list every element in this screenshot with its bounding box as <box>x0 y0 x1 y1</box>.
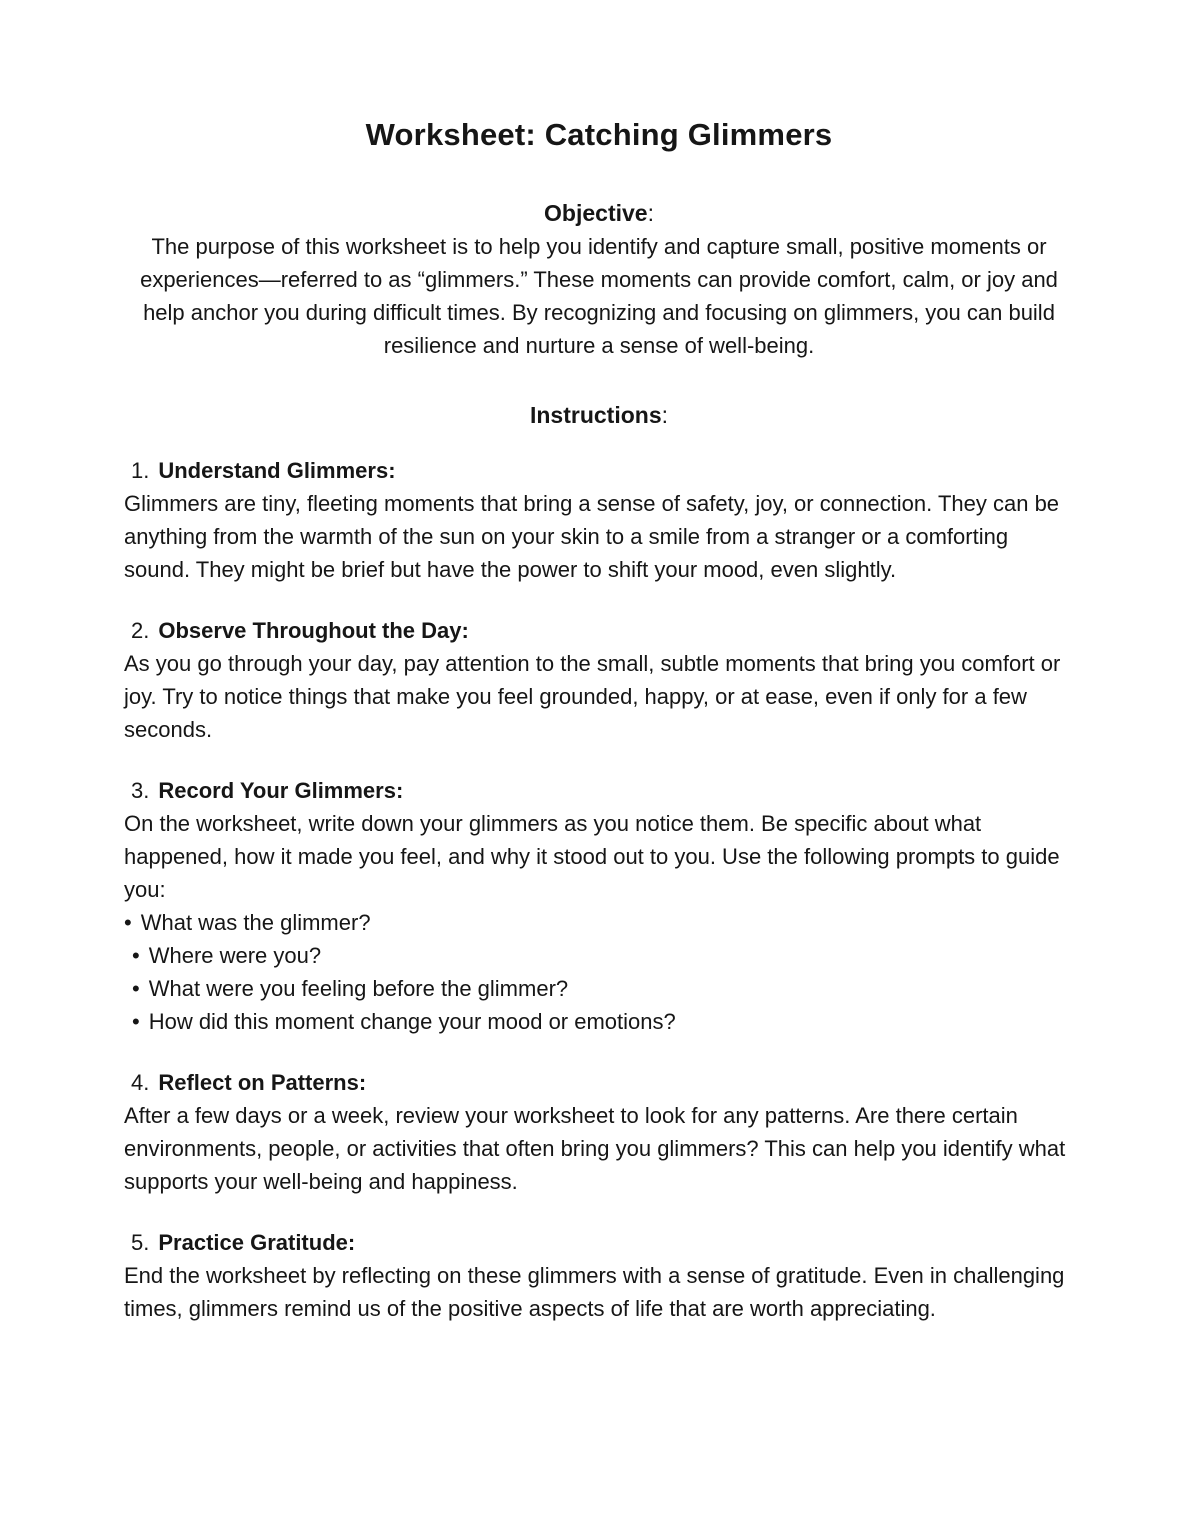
instructions-heading <box>124 398 1074 432</box>
instructions-heading-colon: : <box>661 402 668 428</box>
objective-paragraph: The purpose of this worksheet is to help you identify and capture small, positive moments or experiences—referred to as “glimmers.” These moments can provide comfort, calm, or joy and help anchor you during difficult times. By recognizing and focusing on glimmers, you can build resilience and nurture a sense of well-being. <box>140 234 1058 358</box>
bullet-icon: • <box>124 910 132 935</box>
instruction-item-3 <box>124 774 1074 1038</box>
prompt-item-1 <box>124 906 1074 939</box>
instruction-item-2-heading <box>124 614 1074 647</box>
instruction-item-5-number: 5. <box>131 1230 150 1255</box>
instruction-item-4-body: After a few days or a week, review your worksheet to look for any patterns. Are there certain environments, people, or activities that often bring you glimmers? This can help you identify what supports your well-being and happiness. <box>124 1103 1066 1194</box>
instruction-item-4-title: Reflect on Patterns: <box>158 1070 367 1095</box>
instruction-item-1 <box>124 454 1074 586</box>
objective-heading-colon: : <box>647 200 654 226</box>
prompt-item-3-text: What were you feeling before the glimmer? <box>148 976 569 1001</box>
instruction-item-4-heading <box>124 1066 1074 1099</box>
bullet-icon: • <box>132 976 140 1001</box>
instruction-item-2-number: 2. <box>131 618 150 643</box>
instruction-item-5 <box>124 1226 1074 1325</box>
instruction-item-3-title: Record Your Glimmers: <box>158 778 404 803</box>
instruction-item-1-title: Understand Glimmers: <box>158 458 396 483</box>
instruction-item-4 <box>124 1066 1074 1198</box>
bullet-icon: • <box>132 1009 140 1034</box>
instruction-item-5-title: Practice Gratitude: <box>158 1230 356 1255</box>
instruction-item-2-body: As you go through your day, pay attention to the small, subtle moments that bring you comfort or joy. Try to notice things that make you feel grounded, happy, or at ease, even if only for a few seconds. <box>124 651 1061 742</box>
instructions-heading-text: Instructions <box>529 402 662 428</box>
instruction-item-1-number: 1. <box>131 458 150 483</box>
prompt-item-4-text: How did this moment change your mood or emotions? <box>148 1009 676 1034</box>
instruction-item-3-heading <box>124 774 1074 807</box>
page-title: Worksheet: Catching Glimmers <box>365 117 833 152</box>
prompt-item-2-text: Where were you? <box>148 943 322 968</box>
prompt-item-4 <box>124 1005 1074 1038</box>
prompt-item-3 <box>124 972 1074 1005</box>
instruction-item-5-heading <box>124 1226 1074 1259</box>
instruction-item-2 <box>124 614 1074 746</box>
objective-heading <box>124 196 1074 230</box>
glimmer-prompts-list <box>124 906 1074 1038</box>
instruction-item-4-number: 4. <box>131 1070 150 1095</box>
instruction-item-1-heading <box>124 454 1074 487</box>
instruction-item-2-title: Observe Throughout the Day: <box>158 618 469 643</box>
instruction-item-1-body: Glimmers are tiny, fleeting moments that bring a sense of safety, joy, or connection. They can be anything from the warmth of the sun on your skin to a smile from a stranger or a comforting sound. They might be brief but have the power to shift your mood, even slightly. <box>124 491 1060 582</box>
instruction-item-3-number: 3. <box>131 778 150 803</box>
prompt-item-1-text: What was the glimmer? <box>140 910 371 935</box>
prompt-item-2 <box>124 939 1074 972</box>
bullet-icon: • <box>132 943 140 968</box>
objective-heading-text: Objective <box>544 200 648 226</box>
instruction-item-5-body: End the worksheet by reflecting on these glimmers with a sense of gratitude. Even in challenging times, glimmers remind us of the positive aspects of life that are worth appreciating. <box>124 1263 1065 1321</box>
instruction-item-3-body: On the worksheet, write down your glimmers as you notice them. Be specific about what happened, how it made you feel, and why it stood out to you. Use the following prompts to guide you: <box>124 811 1060 902</box>
